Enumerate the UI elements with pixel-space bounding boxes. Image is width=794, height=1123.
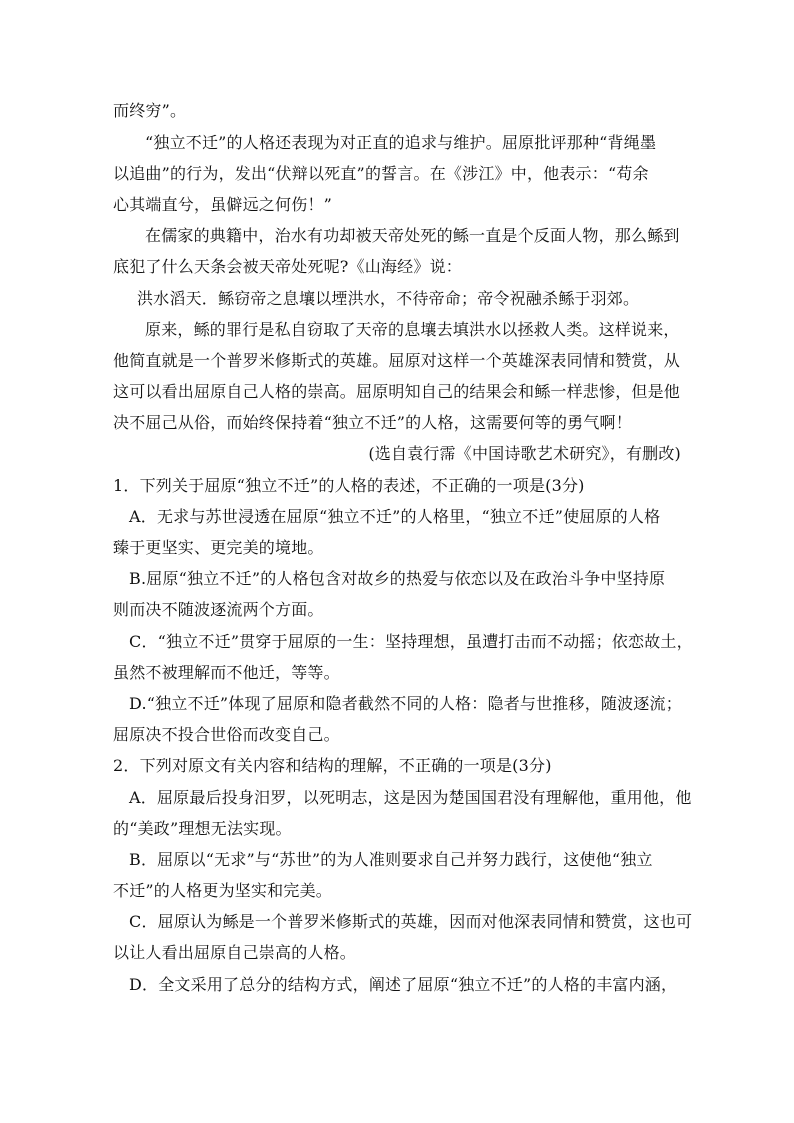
passage-line: 心其端直兮，虽僻远之何伤！” [113,195,332,214]
option-c-line2: 虽然不被理解而不他迁，等等。 [113,663,340,682]
passage-line: 以追曲”的行为，发出“伏辩以死直”的誓言。在《涉江》中，他表示：“苟余 [113,164,649,183]
option-d-line1: D．全文采用了总分的结构方式，阐述了屈原“独立不迁”的人格的丰富内涵， [129,975,678,994]
passage-line: “独立不迁”的人格还表现为对正直的追求与维护。屈原批评那种“背绳墨 [145,133,657,152]
passage-line: 而终穷”。 [113,101,187,120]
option-b-line2: 不迁”的人格更为坚实和完美。 [113,881,332,900]
passage-quote: 洪水滔天．鲧窃帝之息壤以堙洪水，不待帝命；帝令祝融杀鲧于羽郊。 [137,289,640,308]
passage-line: 这可以看出屈原自己人格的崇高。屈原明知自己的结果会和鲧一样悲惨，但是他 [113,382,681,401]
option-d-line1: D.“独立不迁”体现了屈原和隐者截然不同的人格：隐者与世推移，随波逐流； [129,694,682,713]
passage-line: 决不屈己从俗，而始终保持着“独立不迁”的人格，这需要何等的勇气啊！ [113,413,632,432]
option-d-line2: 屈原决不投合世俗而改变自己。 [113,725,340,744]
option-b-line2: 则而决不随波逐流两个方面。 [113,600,324,619]
source-citation: (选自袁行霈《中国诗歌艺术研究》，有删改) [368,444,681,463]
option-a-line2: 的“美政”理想无法实现。 [113,819,292,838]
passage-line: 他简直就是一个普罗米修斯式的英雄。屈原对这样一个英雄深表同情和赞赏，从 [113,351,681,370]
question-stem: 1．下列关于屈原“独立不迁”的人格的表述，不正确的一项是(3分) [113,476,585,495]
option-c-line1: C．“独立不迁”贯穿于屈原的一生：坚持理想，虽遭打击而不动摇；依恋故土， [129,632,693,651]
passage-line: 原来，鲧的罪行是私自窃取了天帝的息壤去填洪水以拯救人类。这样说来， [145,320,680,339]
option-b-line1: B.屈原“独立不迁”的人格包含对故乡的热爱与依恋以及在政治斗争中坚持原 [129,569,666,588]
option-b-line1: B．屈原以“无求”与“苏世”的为人准则要求自己并努力践行，这使他“独立 [129,850,653,869]
option-a-line2: 臻于更坚实、更完美的境地。 [113,538,324,557]
option-a-line1: A．屈原最后投身汨罗，以死明志，这是因为楚国国君没有理解他，重用他，他 [129,788,692,807]
passage-line: 在儒家的典籍中，治水有功却被天帝处死的鲧一直是个反面人物，那么鲧到 [145,226,680,245]
passage-line: 底犯了什么天条会被天帝处死呢?《山海经》说： [113,257,462,276]
option-c-line2: 以让人看出屈原自己崇高的人格。 [113,943,357,962]
option-c-line1: C．屈原认为鲧是一个普罗米修斯式的英雄，因而对他深表同情和赞赏，这也可 [129,912,693,931]
option-a-line1: A．无求与苏世浸透在屈原“独立不迁”的人格里，“独立不迁”使屈原的人格 [129,507,661,526]
question-stem: 2．下列对原文有关内容和结构的理解，不正确的一项是(3分) [113,756,552,775]
